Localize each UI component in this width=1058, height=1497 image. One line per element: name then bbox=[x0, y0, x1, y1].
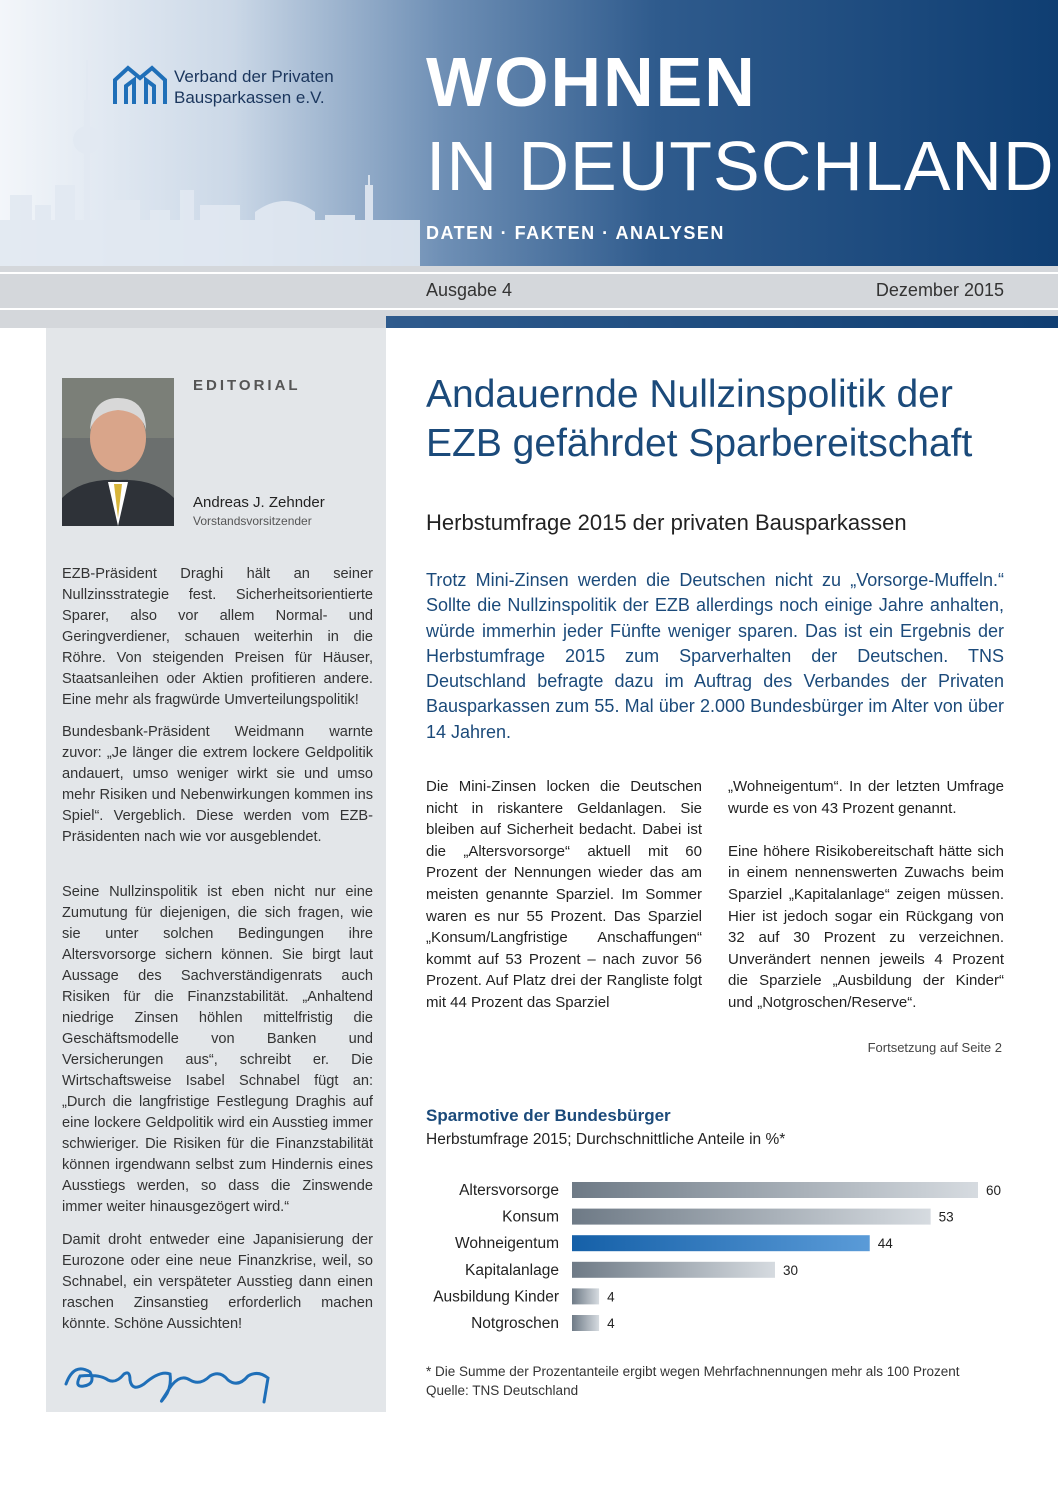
issue-date: Dezember 2015 bbox=[875, 280, 1004, 300]
chart-category-label: Ausbildung Kinder bbox=[433, 1288, 559, 1306]
org-line-2: Bausparkassen e.V. bbox=[174, 88, 325, 107]
issue-bar bbox=[0, 266, 1058, 316]
author-role: Vorstandsvorsitzender bbox=[193, 514, 312, 528]
masthead-tagline: DATEN · FAKTEN · ANALYSEN bbox=[426, 223, 725, 243]
chart-bar bbox=[572, 1182, 978, 1198]
chart-value-label: 53 bbox=[938, 1209, 954, 1225]
author-name: Andreas J. Zehnder bbox=[193, 494, 325, 511]
accent-bar-left bbox=[0, 316, 386, 328]
editorial-paragraph: Seine Nullzinspolitik ist eben nicht nur eine Zumutung für diejenigen, die sich fragen, wie sie unter solchen Bedingungen ihre Altersvorsorge sichern können. Sie birgt laut Aussage des Sachverständigenrats auch Risiken für die Finanzstabilität. „Anhaltend niedrige Zinsen höhlen mittelfristig die Geschäftsmodelle von Banken und Versicherungen aus“, schreibt er. Die Wirtschaftsweise Isabel Schnabel fügt an: „Durch die langfristige Festlegung Draghis auf eine lockere Geldpolitik wird ein Ausstieg immer schwieriger. Die Risiken für die Finanzstabilität können irgendwann selbst zum Hindernis eines Ausstiegs werden, so dass die Zinswende immer weiter hinausgezögert wird.“ bbox=[62, 884, 373, 1215]
chart-bar bbox=[572, 1315, 599, 1331]
masthead bbox=[0, 0, 1058, 266]
chart-title: Sparmotive der Bundesbürger bbox=[426, 1106, 671, 1125]
chart-subtitle: Herbstumfrage 2015; Durchschnittliche Anteile in %* bbox=[426, 1131, 786, 1148]
accent-bar-right bbox=[386, 316, 1058, 328]
chart-category-label: Kapitalanlage bbox=[465, 1261, 559, 1279]
chart-category-label: Altersvorsorge bbox=[459, 1182, 559, 1199]
article-column-2 bbox=[728, 776, 1004, 1035]
article-subheadline: Herbstumfrage 2015 der privaten Bausparkassen bbox=[426, 510, 907, 535]
editorial-label: EDITORIAL bbox=[193, 377, 301, 394]
org-line-1: Verband der Privaten bbox=[174, 67, 334, 86]
article-column-1 bbox=[426, 776, 702, 1035]
chart-category-label: Notgroschen bbox=[471, 1315, 559, 1332]
author-photo bbox=[62, 378, 174, 526]
chart-bar bbox=[572, 1209, 931, 1225]
issue-bar-divider bbox=[0, 308, 1058, 310]
organization-name bbox=[174, 66, 334, 108]
masthead-title-line2: IN DEUTSCHLAND bbox=[426, 127, 1055, 205]
chart-category-label: Konsum bbox=[502, 1208, 559, 1226]
chart-bar bbox=[572, 1235, 870, 1251]
article-lead: Trotz Mini-Zinsen werden die Deutschen nicht zu „Vorsorge-Muffeln.“ Sollte die Nullzinspolitik der EZB allerdings noch einige Jahre anhalten, würde immerhin jeder Fünfte weniger sparen. Das ist ein Ergebnis der Herbstumfrage 2015 zum Sparverhalten der Deutschen. TNS Deutschland befragte dazu im Auftrag des Verbandes der Privaten Bausparkassen zum 55. Mal über 2.000 Bundesbürger im Alter von über 14 Jahren. bbox=[426, 570, 1004, 742]
association-logo bbox=[112, 60, 168, 106]
chart-footnote: * Die Summe der Prozentanteile ergibt wegen Mehrfachnennungen mehr als 100 Prozent bbox=[426, 1364, 960, 1379]
editorial-paragraph: EZB-Präsident Draghi hält an seiner Nullzinsstrategie fest. Sicherheitsorientierte Sparer, also vor allem Normal- und Geringverdiener, schauen weiterhin in die Röhre. Von steigenden Preisen für Häuser, Staatsanleihen oder Aktien profitieren andere. Eine mehr als fragwürde Umverteilungspolitik! bbox=[62, 566, 373, 708]
masthead-title-line1: WOHNEN bbox=[426, 43, 757, 121]
city-skyline-graphic bbox=[0, 0, 420, 266]
issue-bar-divider bbox=[0, 272, 1058, 274]
chart-value-label: 30 bbox=[783, 1262, 799, 1278]
chart-category-label: Wohneigentum bbox=[455, 1235, 559, 1253]
issue-number: Ausgabe 4 bbox=[426, 280, 513, 300]
article-paragraph: Die Mini-Zinsen locken die Deutschen nicht in riskantere Geldanlagen. Sie bleiben auf Sicherheit bedacht. Dabei ist die „Altersvorsorge“ aktuell mit 60 Prozent der Nennungen wieder das am meisten genannte Sparziel. Im Sommer waren es nur 55 Prozent. Das Sparziel „Konsum/Langfristige Anschaffungen“ kommt auf 53 Prozent – nach zuvor 56 Prozent. Auf Platz drei der Rangliste folgt mit 44 Prozent das Sparziel bbox=[426, 778, 702, 1011]
chart-value-label: 60 bbox=[986, 1183, 1002, 1198]
chart-value-label: 4 bbox=[607, 1289, 615, 1305]
chart-bar bbox=[572, 1288, 599, 1304]
chart-value-label: 4 bbox=[607, 1316, 615, 1331]
article-paragraph: Eine höhere Risikobereitschaft hätte sich in einem nennenswerten Zuwachs beim Sparziel „Kapitalanlage“ zeigen müssen. Hier ist jedoch sogar ein Rückgang von 32 auf 30 Prozent zu verzeichnen. Unverändert nennen jeweils 4 Prozent die Sparziele „Ausbildung der Kinder“ und „Notgroschen/Reserve“. bbox=[728, 842, 1004, 1011]
article-headline: Andauernde Nullzinspolitik der EZB gefährdet Sparbereitschaft bbox=[426, 373, 973, 465]
editorial-paragraph: Bundesbank-Präsident Weidmann warnte zuvor: „Je länger die extrem lockere Geldpolitik andauert, umso weniger wirkt sie und umso mehr Risiken und Nebenwirkungen kommen ins Spiel“. Vergeblich. Diese werden vom EZB-Präsidenten nach wie vor ausgeblendet. bbox=[62, 724, 373, 845]
continuation-note: Fortsetzung auf Seite 2 bbox=[867, 1040, 1002, 1055]
editorial-paragraph: Damit droht entweder eine Japanisierung der Eurozone oder eine neue Finanzkrise, weil, so Schnabel, ein verspäteter Ausstieg dann einen raschen Zinsanstieg erforderlich machen könnte. Schöne Aussichten! bbox=[62, 1232, 373, 1332]
chart-value-label: 44 bbox=[877, 1236, 893, 1252]
signature-graphic bbox=[60, 1344, 280, 1408]
chart-source: Quelle: TNS Deutschland bbox=[426, 1383, 579, 1398]
article-paragraph: „Wohneigentum“. In der letzten Umfrage wurde es von 43 Prozent genannt. bbox=[728, 778, 1004, 817]
chart-bar bbox=[572, 1262, 775, 1278]
